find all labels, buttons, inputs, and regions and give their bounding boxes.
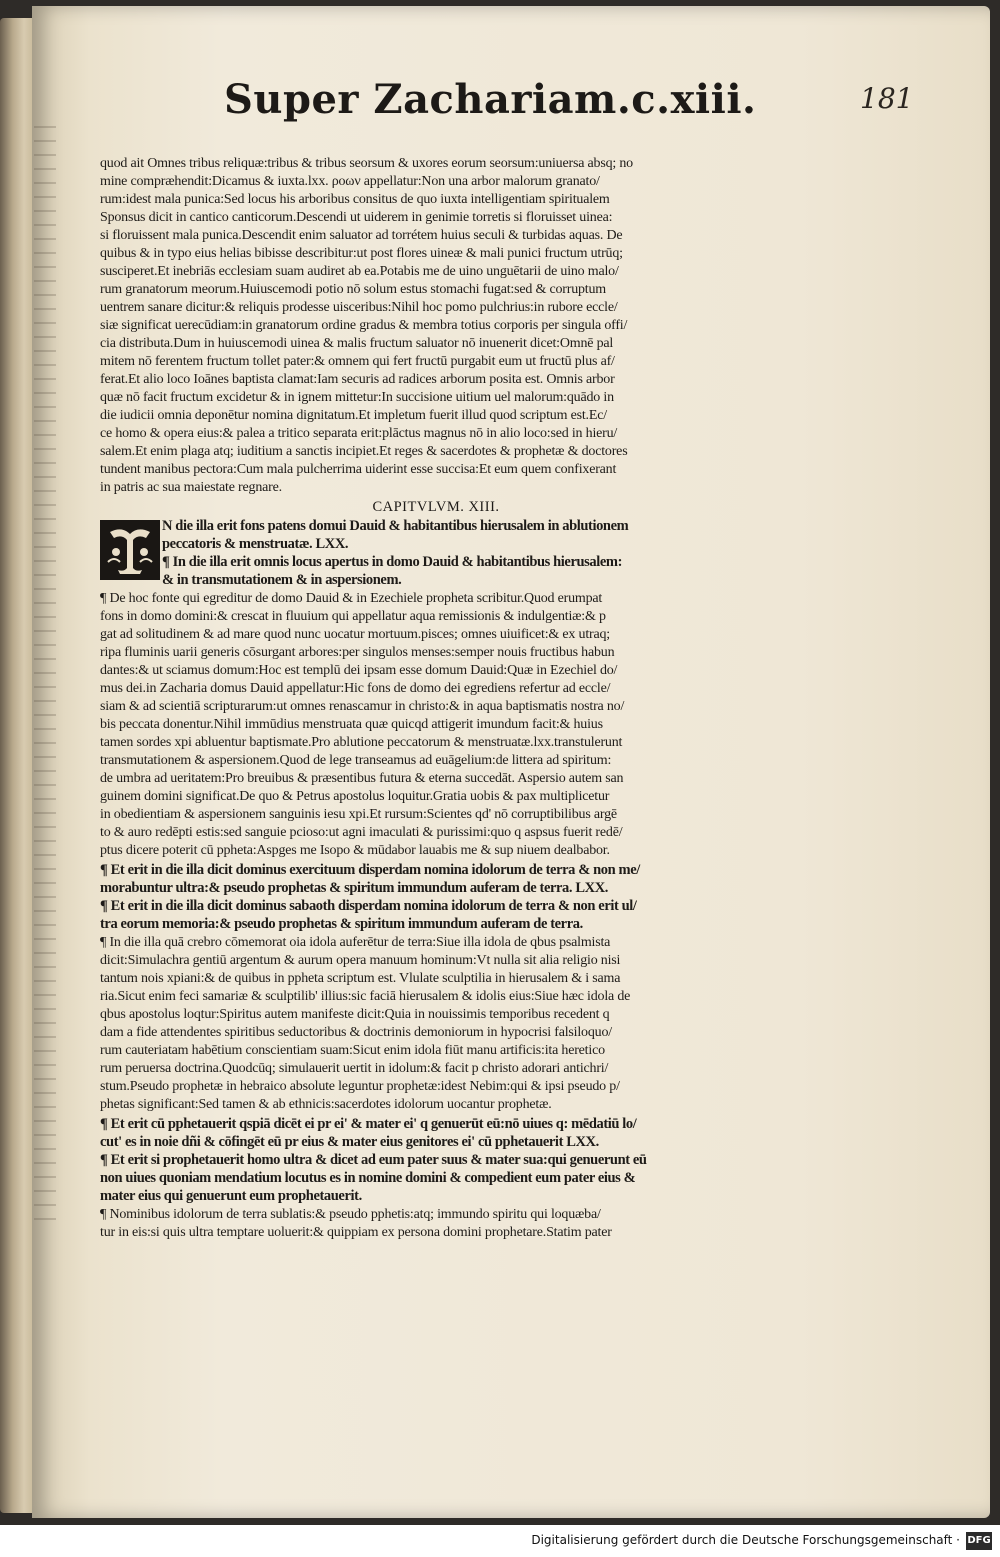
spine-shadow [34, 126, 56, 1226]
scripture-line: ¶ Et erit cū pphetauerit qspiā dicēt ei pr ei' & mater ei' q genuerūt eū:nō uiues q: mēdatiū lo/ [100, 1116, 637, 1132]
scripture-line: ¶ Et erit in die illa dicit dominus sabaoth disperdam nomina idolorum de terra & non erit ul/ [100, 898, 637, 914]
text-line: tamen sordes xpi abluentur baptismate.Pro ablutione peccatorum & menstruatæ.lxx.transtulerunt [100, 735, 623, 750]
text-line: bis peccata donentur.Nihil immūdius menstruata quæ quicqd attigerit imundum facit:& huius [100, 717, 603, 732]
text-line: ptus dicere poterit cū ppheta:Aspges me Isopo & mūdabor lauabis me & sup niuem dealbabor. [100, 843, 610, 858]
text-line: dicit:Simulachra gentiū argentum & aurum opera manuum hominum:Vt nulla sit alia religio nisi [100, 953, 621, 968]
text-line: ria.Sicut enim feci samariæ & sculptilib' illius:sic faciā hierusalem & idolis eius:Siue hæc idola de [100, 989, 631, 1004]
text-line: mine compræhendit:Dicamus & iuxta.lxx. ροων appellatur:Non una arbor malorum granato/ [100, 174, 600, 189]
text-line: de umbra ad ueritatem:Pro breuibus & præsentibus futura & eterna succedāt. Aspersio autem san [100, 771, 624, 786]
text-line: ¶ In die illa quā crebro cōmemorat oia idola auferētur de terra:Siue illa idola de qbus psalmista [100, 935, 611, 950]
dfg-logo: DFG [966, 1532, 992, 1550]
text-line: stum.Pseudo prophetæ in hebraico absolute leguntur prophetæ:idest Nebim:qui & ipsi pseudo p/ [100, 1079, 620, 1094]
text-line: die iudicii omnia deponētur nomina dignitatum.Et impletum fuerit illud quod scriptum est.Ec/ [100, 408, 607, 423]
text-line: siam & ad scientiā scripturarum:ut omnes renascamur in christo:& in aqua baptismatis nostra no/ [100, 699, 625, 714]
text-line: tundent manibus pectora:Cum mala pulcherrima uiderint esse succisa:Et eum quem confixerant [100, 462, 617, 477]
text-line: in obedientiam & aspersionem sanguinis iesu xpi.Et rursum:Scientes qd' nō corruptibilibus argē [100, 807, 617, 822]
scripture-line: peccatoris & menstruatæ. LXX. [162, 536, 349, 552]
text-line: quibus & in typo eius helias bibisse describitur:ut post flores uineæ & mali punici fructum utrūq; [100, 246, 623, 261]
text-line: rum:idest mala punica:Sed locus his arboribus consitus de quo iuxta intelligentiam spiritualem [100, 192, 610, 207]
text-line: in patris ac sua maiestate regnare. [100, 480, 282, 495]
text-line: transmutationem & aspersionem.Quod de lege transeamus ad euāgelium:de littera ad spiritum: [100, 753, 612, 768]
text-line: quæ nō facit fructum excidetur & in ignem mittetur:In succisione uitium uel malorum:quādo in [100, 390, 614, 405]
text-line: ¶ De hoc fonte qui egreditur de domo Dauid & in Ezechiele propheta scribitur.Quod erumpat [100, 591, 603, 606]
text-line: mitem nō ferentem fructum tollet pater:& omnem qui fert fructū purgabit eum ut fructū plus af/ [100, 354, 615, 369]
text-line: tantum nois xpiani:& de quibus in ppheta scriptum est. Vlulate sculptilia in hierusalem & i sama [100, 971, 621, 986]
text-line: gat ad solitudinem & ad mare quod nunc uocatur mortuum.pisces; omnes uiuificet:& ex utraq; [100, 627, 610, 642]
text-block [100, 155, 772, 1255]
text-line: rum peruersa doctrina.Quodcūq; simulauerit uertit in idolum:& facit p christo adorari antichri/ [100, 1061, 609, 1076]
text-line: qbus apostolus loqtur:Spiritus autem manifeste dicit:Quia in nouissimis temporibus recedent q [100, 1007, 610, 1022]
text-line: susciperet.Et inebriās ecclesiam suam audiret ab ea.Potabis me de uino unguētarii de uino malo/ [100, 264, 619, 279]
chapter-heading: CAPITVLVM. XIII. [372, 499, 500, 515]
running-head: Super Zachariam.c.xiii. [224, 76, 757, 123]
scripture-line: morabuntur ultra:& pseudo prophetas & spiritum immundum auferam de terra. LXX. [100, 880, 608, 896]
folio-number: 181 [860, 82, 914, 115]
footer-bar [0, 1525, 1000, 1557]
text-line: ripa fluminis uarii generis cōsurgant arbores:per singulos menses:semper nouis fructibus habun [100, 645, 615, 660]
left-page-edges [0, 18, 32, 1513]
scripture-line: ¶ In die illa erit omnis locus apertus in domo Dauid & habitantibus hierusalem: [162, 554, 623, 570]
text-line: uentrem sanare dicitur:& reliquis prodesse uisceribus:Nihil hoc pomo pulchrius:in rubore eccle/ [100, 300, 618, 315]
text-line: dam a fide attendentes spiritibus seductoribus & doctrinis demoniorum in hypocrisi falsiloquo/ [100, 1025, 612, 1040]
funding-note: Digitalisierung gefördert durch die Deutsche Forschungsgemeinschaft · [531, 1533, 960, 1547]
text-line: mus dei.in Zacharia domus Dauid appellatur:Hic fons de domo dei egrediens refertur ad eccle/ [100, 681, 611, 696]
text-line: fons in domo domini:& crescat in fluuium qui appellatur aqua remissionis & indulgentiæ:& p [100, 609, 606, 624]
text-line: rum cauteriatam habētium conscientiam suam:Sicut enim idola fiūt manu artificis:ita heretico [100, 1043, 605, 1058]
text-line: to & auro redēpti estis:sed sanguie pcioso:ut agni imaculati & purissimi:quo q aspsus fuerit redē/ [100, 825, 623, 840]
text-line: quod ait Omnes tribus reliquæ:tribus & tribus seorsum & uxores eorum seorsum:uniuersa absq; no [100, 156, 633, 171]
text-line: guinem domini significat.De quo & Petrus apostolus loquitur.Gratia uobis & pax multiplicetur [100, 789, 610, 804]
text-line: Sponsus dicit in cantico canticorum.Descendi ut uiderem in genimie torretis si floruisset uinea: [100, 210, 613, 225]
text-line: salem.Et enim plaga atq; iuditium a sanctis incipiet.Et reges & sacerdotes & prophetæ & doctores [100, 444, 628, 459]
text-line: si floruissent mala punica.Descendit enim saluator ad torrétem huius seculi & turbidas aquas. De [100, 228, 623, 243]
scripture-line: ¶ Et erit si prophetauerit homo ultra & dicet ad eum pater suus & mater sua:qui genuerunt eū [100, 1152, 647, 1168]
scripture-line: & in transmutationem & in aspersionem. [162, 572, 402, 588]
scripture-line: non uiues quoniam mendatium locutus es in nomine domini & compedient eum pater eius & [100, 1170, 636, 1186]
scripture-line: N die illa erit fons patens domui Dauid & habitantibus hierusalem in ablutionem [162, 518, 629, 534]
text-line: cia distributa.Dum in huiuscemodi uinea & malis fructum saluator nō inuenerit dicet:Omnē pal [100, 336, 614, 351]
text-line: rum granatorum meorum.Huiuscemodi potio nō solum estus stomachi fugat:sed & corruptum [100, 282, 606, 297]
scripture-line: ¶ Et erit in die illa dicit dominus exercituum disperdam nomina idolorum de terra & non me/ [100, 862, 640, 878]
scripture-line: tra eorum memoria:& pseudo prophetas & spiritum immundum auferam de terra. [100, 916, 583, 932]
scripture-line: cut' es in noie dñi & cōfingēt eū pr eius & mater eius genitores ei' cū pphetauerit LXX. [100, 1134, 599, 1150]
text-line: ce homo & opera eius:& palea a tritico separata erit:plāctus magnus nō in alio loco:sed in hieru/ [100, 426, 618, 441]
text-line: siæ significat uerecūdiam:in granatorum ordine gradus & membra totius corporis per singula offi/ [100, 318, 628, 333]
text-line: phetas significant:Sed tamen & ab ethnicis:sacerdotes idolorum uocantur prophetæ. [100, 1097, 552, 1112]
text-line: ¶ Nominibus idolorum de terra sublatis:& pseudo pphetis:atq; immundo spiritu qui loquæba/ [100, 1207, 601, 1222]
scripture-line: mater eius qui genuerunt eum prophetauerit. [100, 1188, 362, 1204]
text-line: tur in eis:si quis ultra temptare uoluerit:& quippiam ex persona domini prophetare.Statim pater [100, 1225, 612, 1240]
text-line: dantes:& ut sciamus domum:Hoc est templū dei ipsam esse domum Dauid:Quæ in Ezechiel do/ [100, 663, 618, 678]
text-line: ferat.Et alio loco Ioānes baptista clamat:Iam securis ad radices arborum posita est. Omnis arbor [100, 372, 615, 387]
